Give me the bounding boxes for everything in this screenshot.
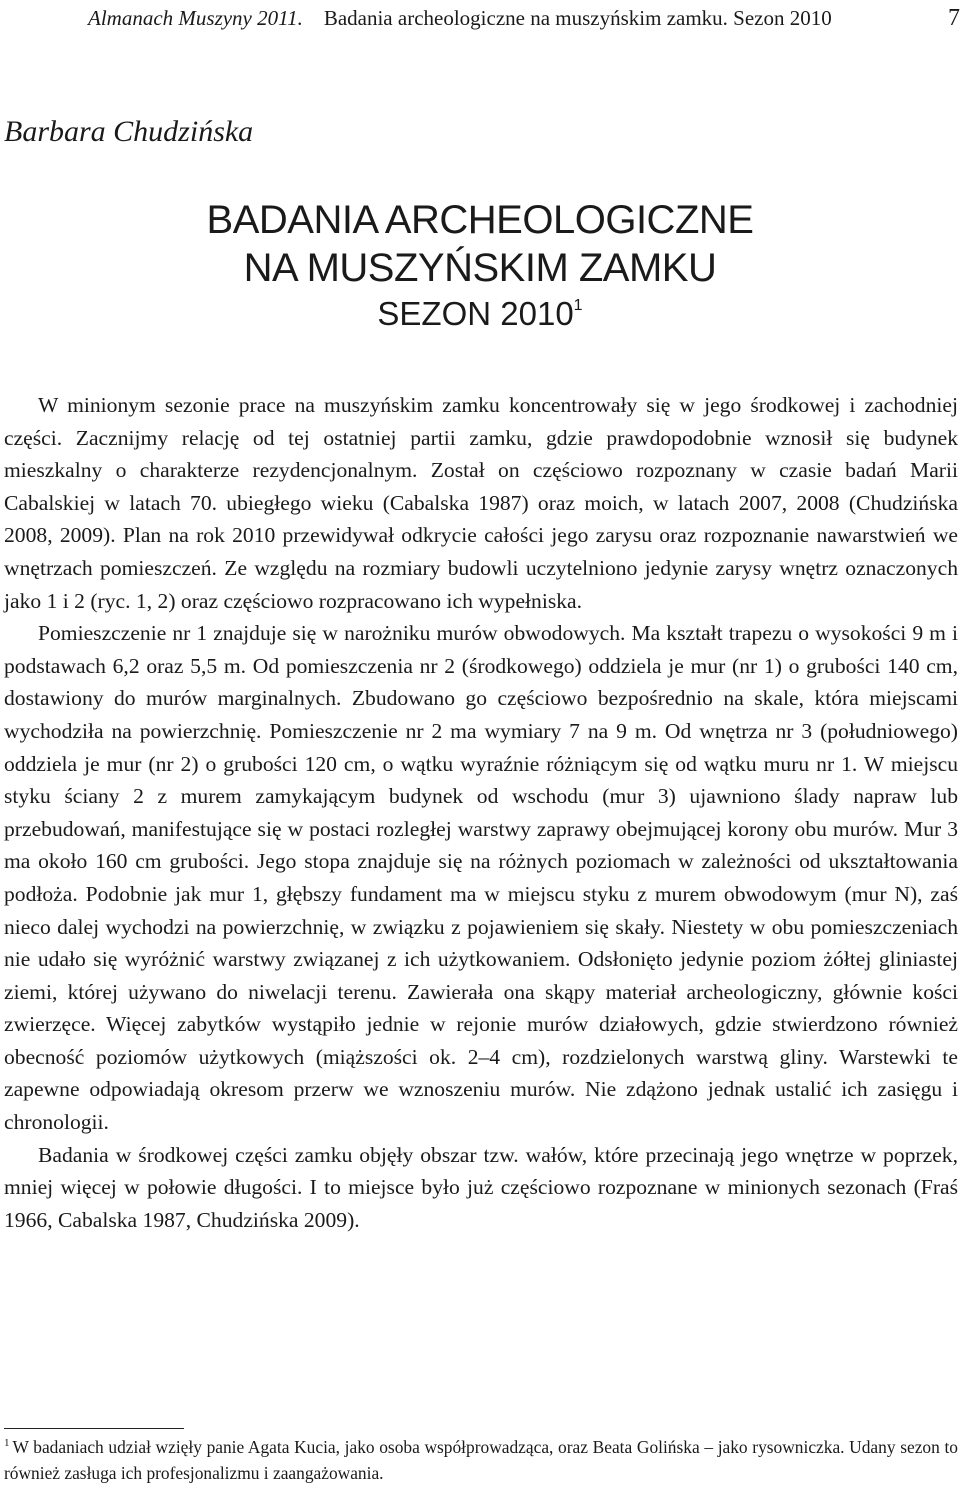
title-line-1: BADANIA ARCHEOLOGICZNE bbox=[206, 198, 754, 242]
page-number: 7 bbox=[948, 5, 960, 31]
paragraph-1: W minionym sezonie prace na muszyńskim zamku koncentrowały się w jego środkowej i zachodniej części. Zacznijmy relację od tej ostatniej partii zamku, gdzie prawdopodobnie wznosił się budynek mieszkalny o charakterze rezydencjonalnym. Został on częściowo rozpoznany w czasie badań Marii Cabalskiej w latach 70. ubiegłego wieku (Cabalska 1987) oraz moich, w latach 2007, 2008 (Chudzińska 2008, 2009). Plan na rok 2010 przewidywał odkrycie całości jego zarysu oraz rozpoznanie nawarstwień we wnętrzach pomieszczeń. Ze względu na rozmiary budowli uczytelniono jedynie zarysy wnętrz oznaczonych jako 1 i 2 (ryc. 1, 2) oraz częściowo rozpracowano ich wypełniska. bbox=[4, 393, 958, 613]
footnote-divider bbox=[4, 1428, 184, 1429]
paragraph-3: Badania w środkowej części zamku objęły obszar tzw. wałów, które przecinają jego wnętrze w poprzek, mniej więcej w połowie długości. I to miejsce było już częściowo rozpoznane w minionych sezonach (Fraś 1966, Cabalska 1987, Chudzińska 2009). bbox=[4, 1142, 958, 1232]
article-title bbox=[0, 196, 960, 334]
paragraph-2: Pomieszczenie nr 1 znajduje się w narożniku murów obwodowych. Ma kształt trapezu o wysokości 9 m i podstawach 6,2 oraz 5,5 m. Od pomieszczenia nr 2 (środkowego) oddziela je mur (nr 1) o grubości 140 cm, dostawiony do murów marginalnych. Zbudowano go częściowo bezpośrednio na skale, która miejscami wychodziła na powierzchnię. Pomieszczenie nr 2 ma wymiary 7 na 9 m. Od wnętrza nr 3 (południowego) oddziela je mur (nr 2) o grubości 120 cm, o wątku wyraźnie różniącym się od wątku muru nr 1. W miejscu styku ściany 2 z murem zamykającym budynek od wschodu (mur 3) ujawniono ślady napraw lub przebudowań, manifestujące się w postaci rozległej warstwy zaprawy obejmującej korony obu murów. Mur 3 ma około 160 cm grubości. Jego stopa znajduje się na różnych poziomach w zależności od ukształtowania podłoża. Podobnie jak mur 1, głębszy fundament ma w miejscu styku z murem obwodowym (mur N), zaś nieco dalej wychodzi na powierzchnię, w związku z pojawieniem się skały. Niestety w obu pomieszczeniach nie udało się wyróżnić warstwy związanej z ich użytkowaniem. Odsłonięto jedynie poziom żółtej gliniastej ziemi, której używano do niwelacji terenu. Zawierała ona skąpy materiał archeologiczny, głównie kości zwierzęce. Więcej zabytków wystąpiło jednie w rejonie murów działowych, gdzie stwierdzono również obecność poziomów użytkowych (miąższości ok. 2–4 cm), rozdzielonych warstwą gliny. Warstewki te zapewne odpowiadają okresom przerw we wznoszeniu murów. Nie zdążono jednak ustalić ich zasięgu i chronologii. bbox=[4, 621, 958, 1135]
season-label: SEZON 2010 bbox=[377, 295, 574, 332]
footnote-mark: 1 bbox=[4, 1437, 10, 1449]
running-header bbox=[88, 2, 960, 34]
title-line-3 bbox=[0, 294, 960, 334]
running-article-title: Badania archeologiczne na muszyńskim zamku. Sezon 2010 bbox=[323, 6, 832, 30]
title-footnote-mark: 1 bbox=[573, 297, 583, 314]
footnote-text: W badaniach udział wzięły panie Agata Kucia, jako osoba współprowadząca, oraz Beata Golińska – jako rysowniczka. Udany sezon to również zasługa ich profesjonalizmu i zaangażowania. bbox=[4, 1437, 958, 1483]
author-name: Barbara Chudzińska bbox=[4, 115, 254, 148]
article-body bbox=[4, 389, 958, 1236]
journal-title: Almanach Muszyny 2011. bbox=[88, 6, 303, 30]
title-line-2: NA MUSZYŃSKIM ZAMKU bbox=[243, 246, 717, 290]
footnote bbox=[4, 1434, 958, 1486]
header-spacer bbox=[308, 6, 319, 30]
